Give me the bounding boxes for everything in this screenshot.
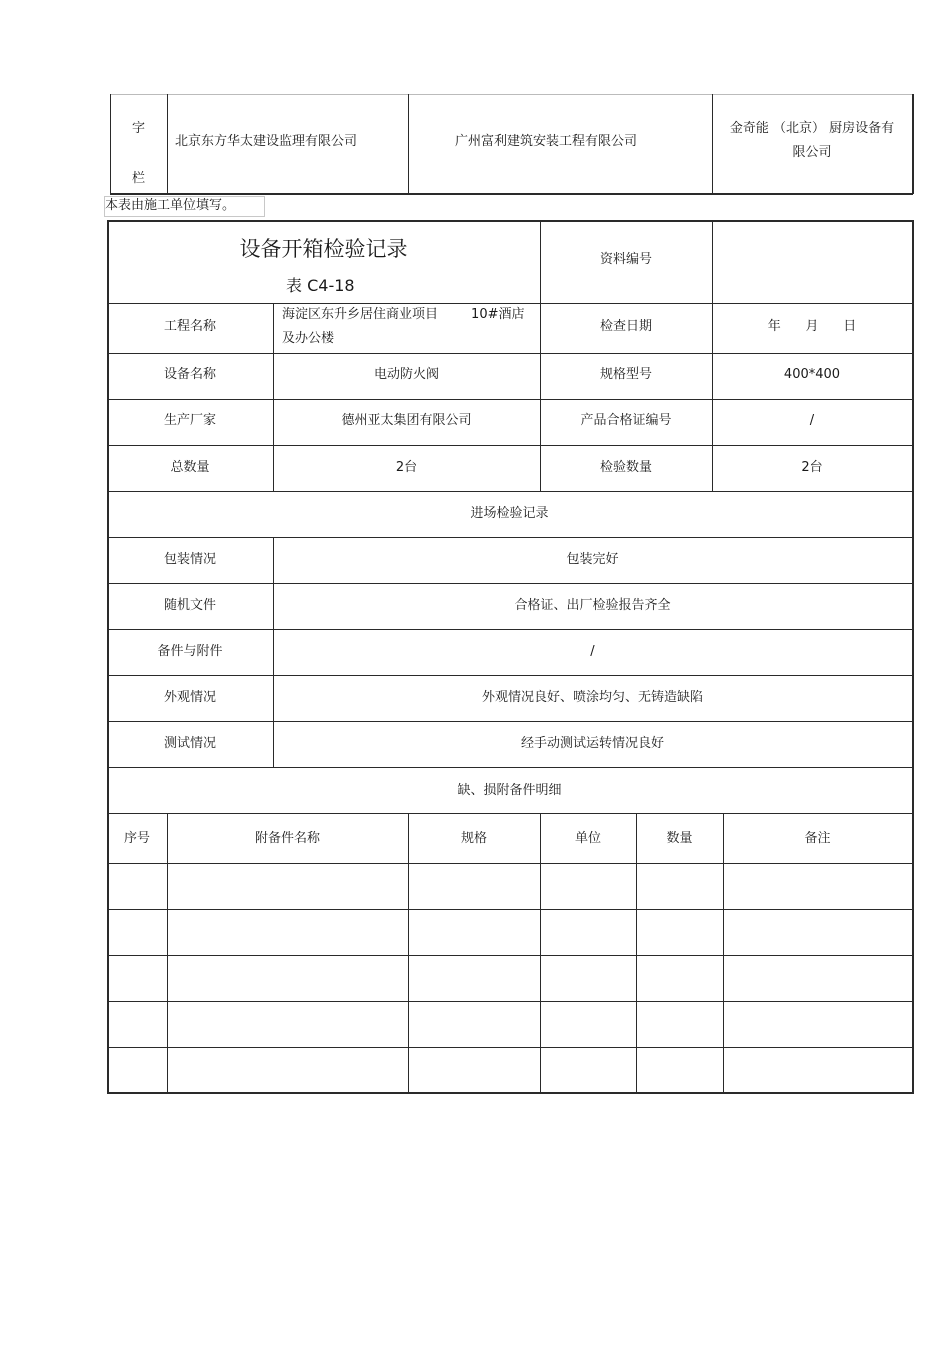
project-name-line2: 及办公楼 [282, 331, 335, 346]
entry-row-label: 测试情况 [163, 736, 216, 751]
certificate-no-label: 产品合格证编号 [580, 413, 672, 428]
inspected-quantity-value: 2台 [801, 460, 823, 475]
model-spec-label: 规格型号 [599, 367, 652, 382]
total-quantity-value: 2台 [395, 460, 418, 475]
doc-no-label: 资料编号 [599, 252, 652, 267]
form-title: 设备开箱检验记录 [239, 237, 408, 261]
entry-row-label: 随机文件 [163, 598, 216, 613]
form-code: 表 C4-18 [286, 276, 355, 295]
inspection-date-label: 检查日期 [599, 319, 652, 334]
table-row [108, 864, 912, 909]
equipment-name-label: 设备名称 [163, 367, 216, 382]
supervisor-company: 北京东方华太建设监理有限公司 [175, 134, 358, 149]
entry-section-title: 进场检验记录 [470, 506, 549, 521]
entry-row-value: 包装完好 [566, 552, 619, 567]
supplier-company-line2: 限公司 [792, 145, 832, 160]
entry-row-value: 合格证、出厂检验报告齐全 [514, 598, 671, 613]
parts-header-index: 序号 [123, 831, 150, 846]
signature-label-top: 字 [131, 121, 145, 136]
contractor-company: 广州富利建筑安装工程有限公司 [454, 134, 637, 149]
form-note: 本表由施工单位填写。 [105, 198, 236, 213]
parts-header-unit: 单位 [574, 831, 601, 846]
entry-row-value: 外观情况良好、喷涂均匀、无铸造缺陷 [481, 690, 703, 705]
entry-row-value: / [590, 644, 595, 659]
table-row [108, 910, 912, 955]
certificate-no-value: / [809, 413, 815, 428]
parts-header-remarks: 备注 [804, 831, 831, 846]
parts-header-spec: 规格 [460, 831, 487, 846]
parts-header-quantity: 数量 [666, 831, 693, 846]
manufacturer-label: 生产厂家 [163, 413, 216, 428]
inspected-quantity-label: 检验数量 [599, 460, 652, 475]
entry-row-label: 包装情况 [163, 552, 216, 567]
table-row [108, 1048, 912, 1092]
parts-header-name: 附备件名称 [254, 831, 320, 846]
total-quantity-label: 总数量 [170, 460, 210, 475]
signature-label-bottom: 栏 [131, 171, 145, 186]
entry-row-label: 备件与附件 [157, 644, 223, 659]
inspection-date-value: 年 月 日 [767, 319, 857, 334]
project-name-line1: 海淀区东升乡居住商业项目 10#酒店 [282, 307, 525, 322]
table-row [108, 956, 912, 1001]
manufacturer-value: 德州亚太集团有限公司 [341, 413, 472, 428]
entry-row-label: 外观情况 [163, 690, 216, 705]
entry-row-value: 经手动测试运转情况良好 [520, 736, 664, 751]
equipment-name-value: 电动防火阀 [373, 367, 439, 382]
table-row [108, 1002, 912, 1047]
supplier-company-line1: 金奇能 （北京） 厨房设备有 [729, 121, 895, 136]
model-spec-value: 400*400 [783, 367, 841, 382]
project-name-label: 工程名称 [163, 319, 216, 334]
parts-section-title: 缺、损附备件明细 [457, 783, 562, 798]
